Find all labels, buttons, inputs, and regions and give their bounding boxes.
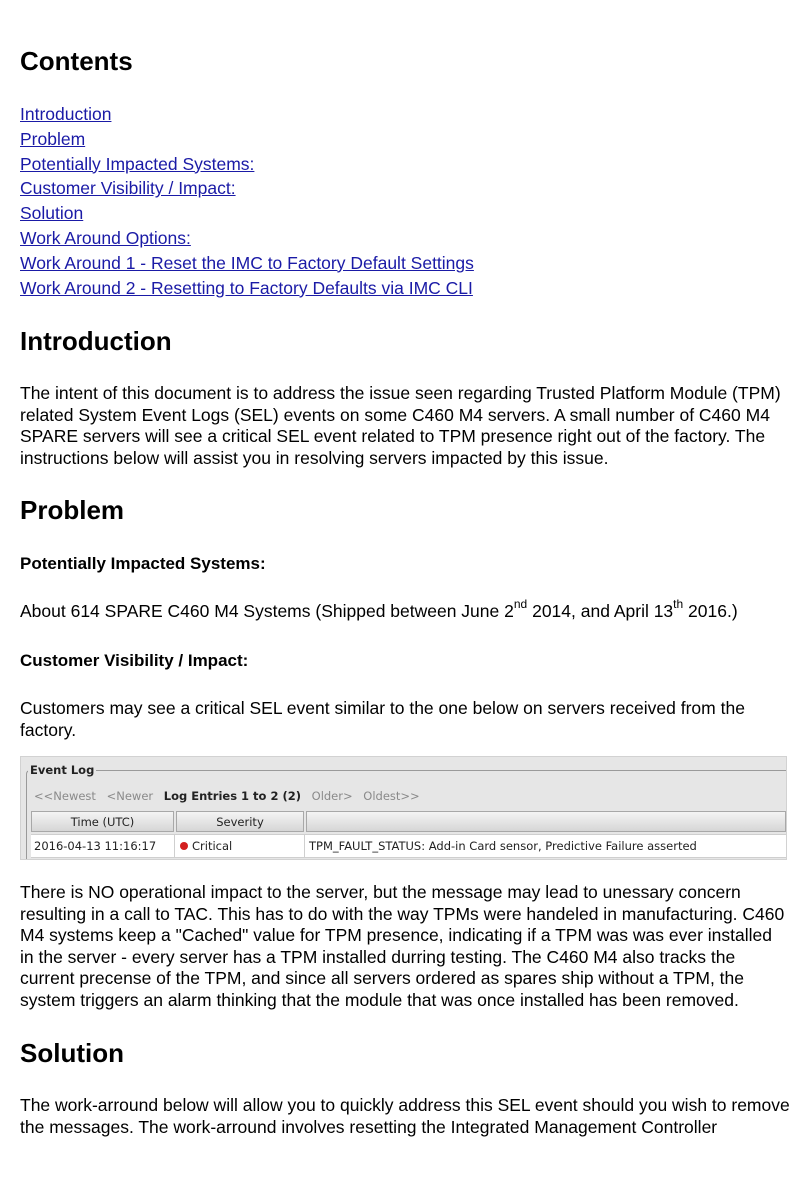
event-log-title: Event Log [30, 763, 95, 777]
toc-link-problem[interactable]: Problem [20, 128, 86, 149]
customer-visibility-text: Customers may see a critical SEL event similar to the one below on servers received from the factory. [20, 698, 745, 740]
newest-link[interactable]: <<Newest [34, 789, 96, 803]
table-row[interactable] [31, 834, 786, 858]
toc-link-work-around-options[interactable]: Work Around Options: [20, 227, 191, 248]
impacted-systems-heading: Potentially Impacted Systems: [20, 554, 266, 573]
customer-visibility-heading: Customer Visibility / Impact: [20, 651, 249, 670]
log-entries-count: Log Entries 1 to 2 (2) [163, 789, 301, 803]
toc-link-introduction[interactable]: Introduction [20, 104, 112, 124]
toc-link-work-around-1[interactable]: Work Around 1 - Reset the IMC to Factory Default Settings [20, 252, 474, 273]
cell-time: 2016-04-13 11:16:17 [31, 835, 175, 857]
solution-text: The work-arround below will allow you to quickly address this SEL event should you wish to remove the messages. The work-arround involves resetting the Integrated Management Controller [20, 1095, 790, 1137]
column-header-severity[interactable]: Severity [176, 811, 304, 832]
critical-status-icon [180, 842, 188, 850]
column-header-time[interactable]: Time (UTC) [31, 811, 174, 832]
event-log-table [31, 811, 786, 859]
table-of-contents [20, 102, 474, 300]
oldest-link[interactable]: Oldest>> [363, 789, 420, 803]
toc-link-work-around-2[interactable]: Work Around 2 - Resetting to Factory Defaults via IMC CLI [20, 277, 473, 298]
toc-link-customer-visibility[interactable]: Customer Visibility / Impact: [20, 178, 236, 199]
cell-description: TPM_FAULT_STATUS: Add-in Card sensor, Predictive Failure asserted [309, 839, 697, 853]
column-header-description[interactable] [306, 811, 786, 832]
event-log-pagination [34, 789, 427, 803]
introduction-text: The intent of this document is to address the issue seen regarding Trusted Platform Module (TPM) related System Event Logs (SEL) events on some C460 M4 servers. A small number of C460 M4 SPARE servers will see a critical SEL event related to TPM presence right out of the factory. The instructions below will assist you in resolving servers impacted by this issue. [20, 383, 781, 468]
operational-impact-text: There is NO operational impact to the server, but the message may lead to unessary concern resulting in a call to TAC. This has to do with the way TPMs were handeled in manufacturing. C460 M4 systems keep a "Cached" value for TPM presence, indicating if a TPM was was ever installed in the server - every server has a TPM installed durring testing. The C460 M4 also tracks the current precense of the TPM, and since all servers ordered as spares ship without a TPM, the system triggers an alarm thinking that the module that was once installed has been removed. [20, 882, 785, 1010]
event-log-header-row [31, 811, 786, 833]
solution-heading: Solution [20, 1038, 124, 1068]
toc-link-impacted-systems[interactable]: Potentially Impacted Systems: [20, 153, 255, 174]
toc-link-solution[interactable]: Solution [20, 203, 84, 224]
older-link[interactable]: Older> [311, 789, 353, 803]
impacted-systems-text: About 614 SPARE C460 M4 Systems (Shipped between June 2nd 2014, and April 13th 2016.) [20, 597, 738, 621]
event-log-panel [20, 756, 787, 860]
newer-link[interactable]: <Newer [106, 789, 154, 803]
introduction-heading: Introduction [20, 326, 172, 356]
problem-heading: Problem [20, 495, 125, 525]
cell-severity: Critical [175, 835, 305, 857]
contents-heading: Contents [20, 46, 133, 76]
